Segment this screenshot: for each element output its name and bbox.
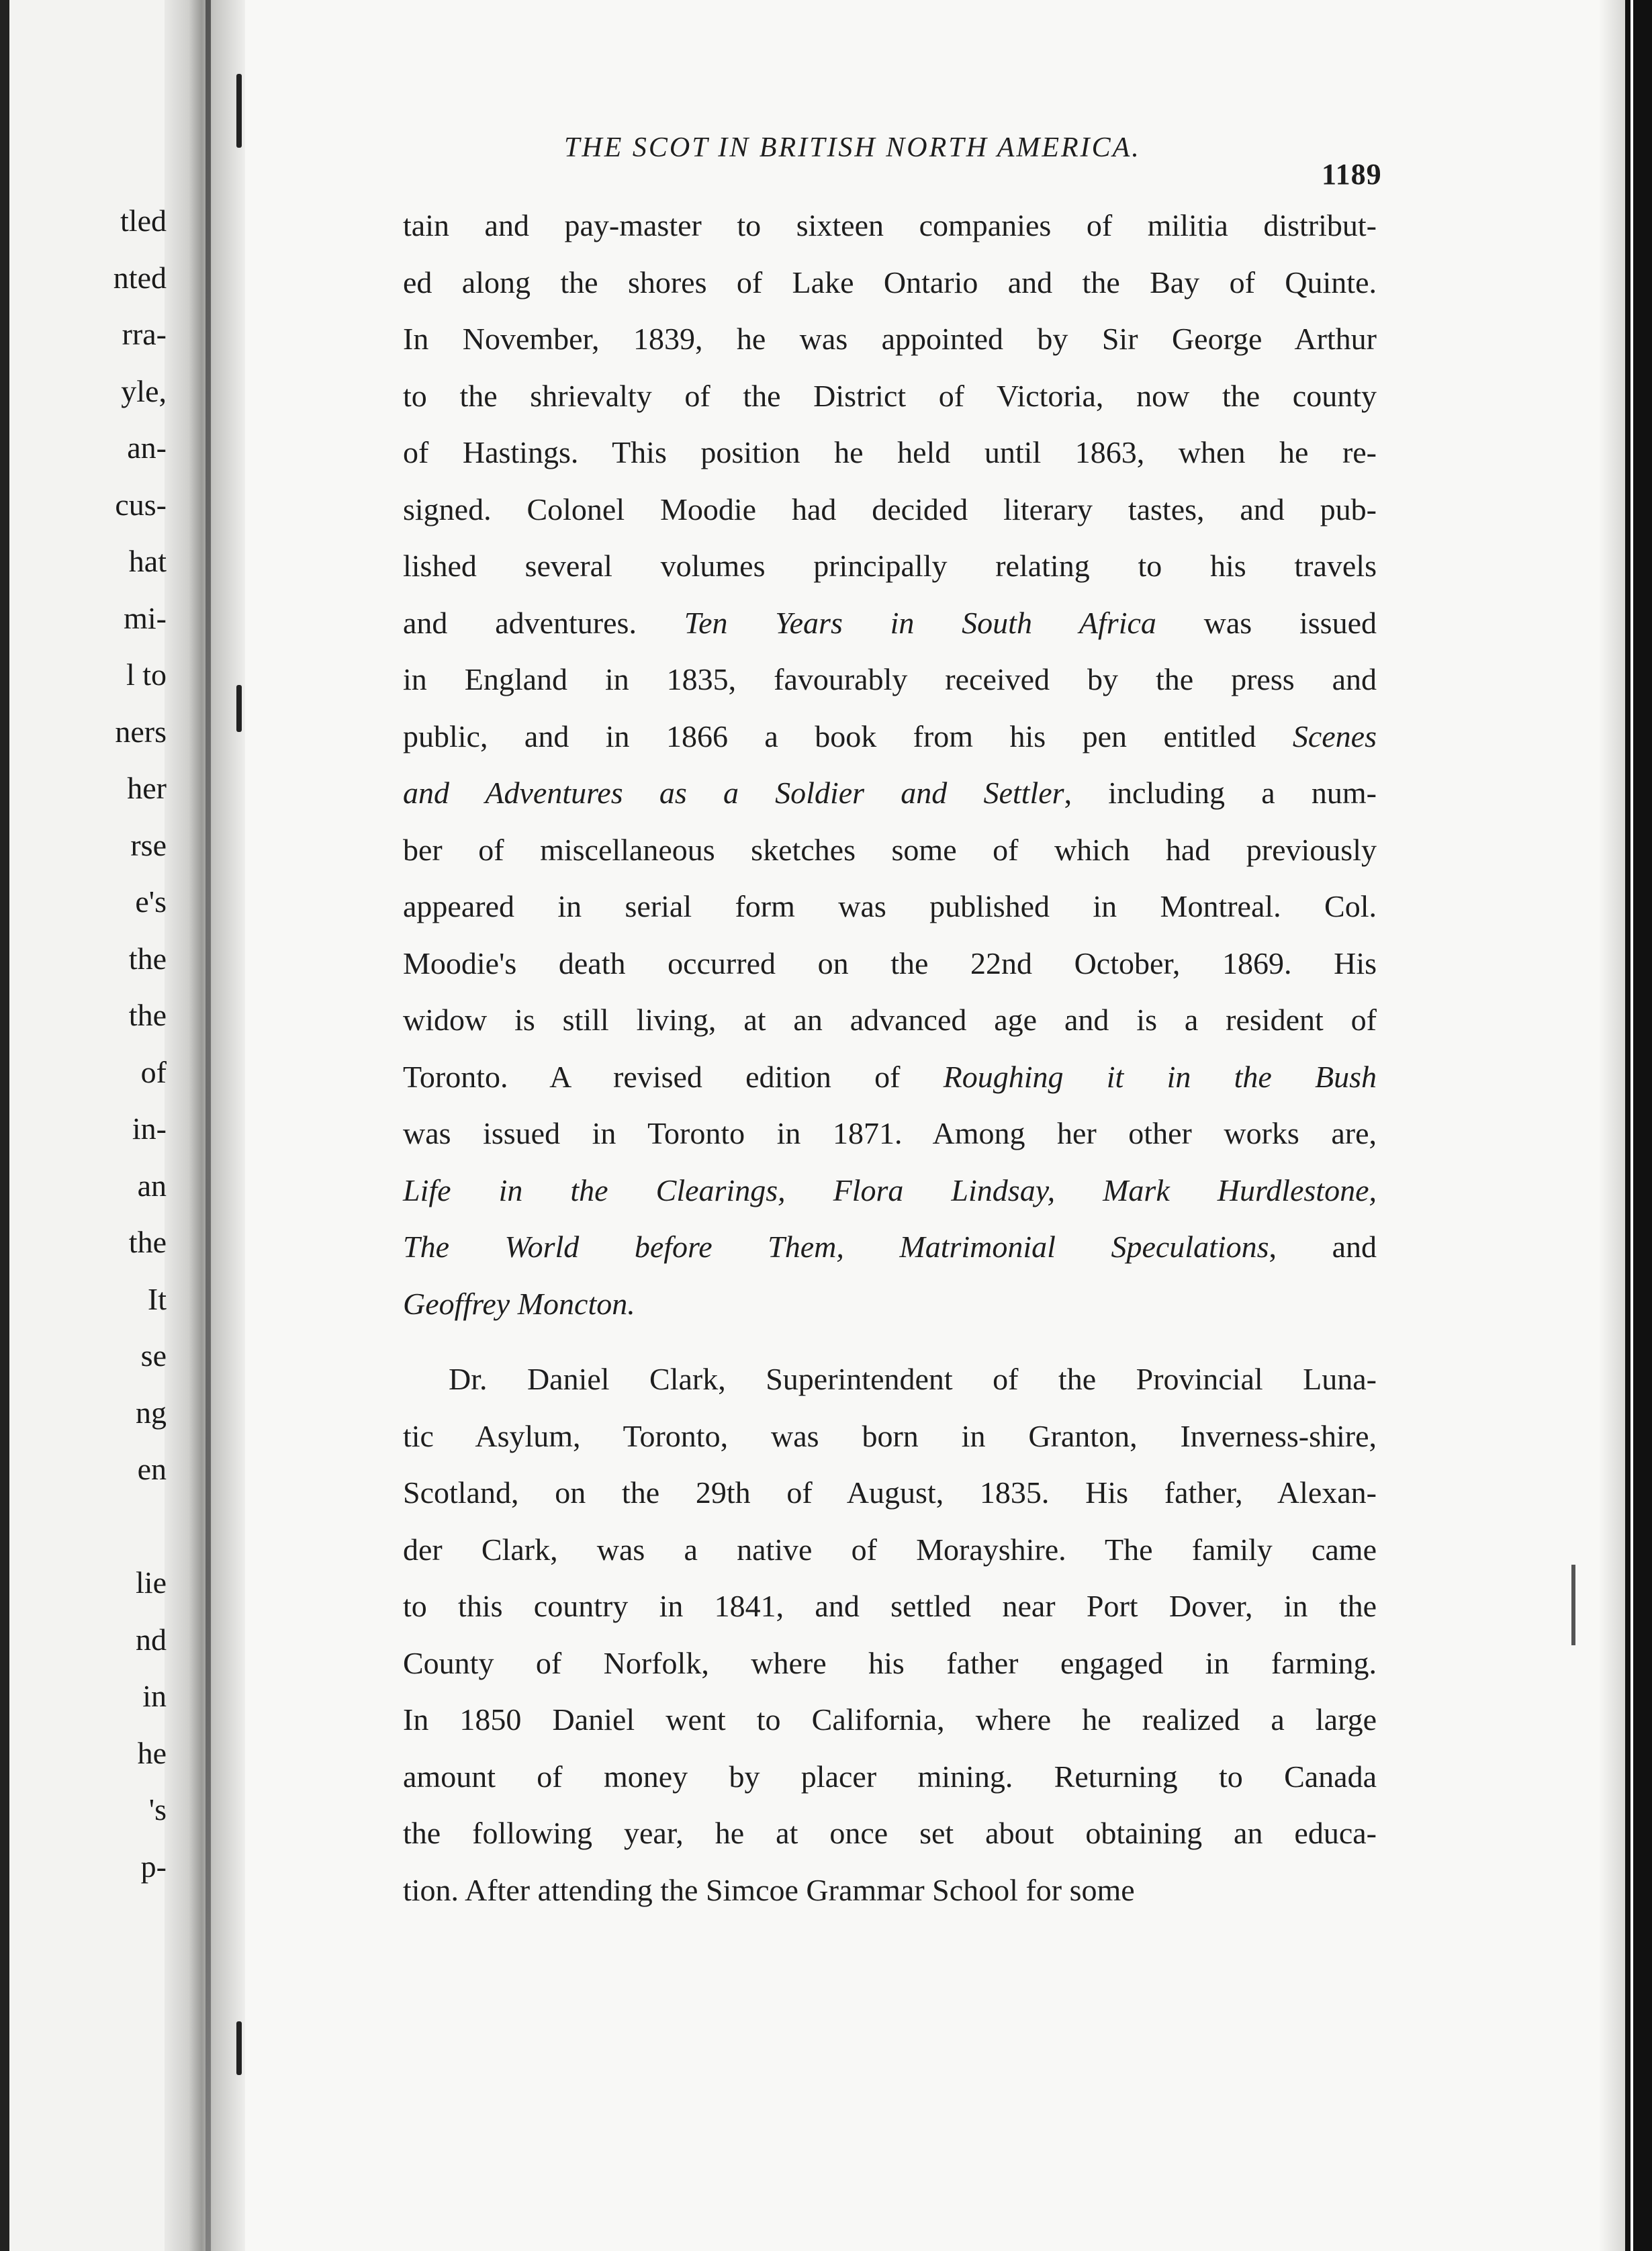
text-span: der Clark, was a native of Morayshire. The family came	[403, 1532, 1377, 1567]
text-span: ed along the shores of Lake Ontario and the Bay of Quinte.	[403, 265, 1377, 300]
text-line	[403, 651, 1377, 708]
text-span: was issued	[1156, 605, 1377, 640]
text-line	[403, 1351, 1377, 1408]
text-line	[403, 255, 1377, 312]
text-span: appeared in serial form was published in Montreal. Col.	[403, 889, 1377, 923]
text-line	[403, 1578, 1377, 1635]
text-line	[403, 424, 1377, 481]
text-span: County of Norfolk, where his father engaged in farming.	[403, 1645, 1377, 1680]
page-number: 1189	[1322, 158, 1382, 191]
left-page-fragment: hat	[128, 544, 167, 578]
left-page-fragment: in-	[132, 1111, 167, 1146]
text-line	[403, 595, 1377, 652]
left-page-fragment: lie	[136, 1565, 167, 1600]
left-page-fragment: yle,	[121, 373, 167, 408]
text-span: amount of money by placer mining. Returning to Canada	[403, 1759, 1377, 1794]
text-line	[403, 992, 1377, 1049]
text-span: Toronto. A revised edition of	[403, 1059, 944, 1094]
left-page-fragment: of	[140, 1054, 167, 1089]
text-line	[403, 1522, 1377, 1579]
left-page-fragment: ners	[115, 714, 167, 749]
left-page-fragment: It	[147, 1281, 167, 1316]
left-page-fragment: he	[137, 1735, 167, 1770]
page-edge-mark	[1571, 1565, 1575, 1645]
italic-title-span: and Adventures as a Soldier and Settler	[403, 776, 1064, 810]
text-line	[403, 1162, 1377, 1220]
text-line	[403, 878, 1377, 935]
text-line	[403, 1219, 1377, 1276]
book-gutter	[165, 0, 245, 2251]
left-page-fragment: en	[137, 1452, 167, 1486]
right-page-edge-line	[1631, 0, 1633, 2251]
text-span: Scotland, on the 29th of August, 1835. His father, Alexan-	[403, 1475, 1377, 1510]
text-line	[403, 1862, 1377, 1919]
left-page-fragment: her	[127, 771, 167, 805]
left-page-fragment: in	[142, 1679, 167, 1713]
right-page-shadow	[1598, 0, 1625, 2251]
text-line	[403, 765, 1377, 822]
left-page-fragment: nd	[136, 1622, 167, 1657]
text-line	[403, 935, 1377, 993]
paragraph-moodie	[403, 197, 1377, 1332]
text-span: tic Asylum, Toronto, was born in Granton, Inverness-shire,	[403, 1418, 1377, 1453]
left-page-fragment: rra-	[122, 317, 167, 351]
gutter-binding-mark	[236, 2021, 242, 2075]
left-page-fragment: e's	[135, 884, 167, 919]
left-page-fragment: mi-	[124, 600, 167, 635]
left-page-fragment: the	[128, 998, 167, 1032]
left-page-fragment: the	[128, 941, 167, 976]
text-span: lished several volumes principally relating to his travels	[403, 549, 1377, 583]
text-span: was issued in Toronto in 1871. Among her other works are,	[403, 1116, 1377, 1150]
text-span: ber of miscellaneous sketches some of which had previously	[403, 832, 1377, 867]
text-line	[403, 538, 1377, 595]
text-span: of Hastings. This position he held until 1863, when he re-	[403, 435, 1377, 469]
left-page-fragment: p-	[140, 1849, 167, 1884]
text-line	[403, 1805, 1377, 1862]
paragraph-spacer	[403, 1332, 1377, 1351]
text-span: to the shrievalty of the District of Victoria, now the county	[403, 378, 1377, 413]
text-line	[403, 1105, 1377, 1162]
left-page-fragment: nted	[113, 260, 167, 295]
text-line	[403, 197, 1377, 255]
italic-title-span: Geoffrey Moncton.	[403, 1286, 635, 1321]
text-line	[403, 1692, 1377, 1749]
text-span: , and	[1269, 1230, 1377, 1264]
text-span: tion. After attending the Simcoe Grammar School for some	[403, 1872, 1135, 1907]
left-page-fragment: 's	[148, 1792, 167, 1827]
body-text	[403, 197, 1377, 1919]
running-head: THE SCOT IN BRITISH NORTH AMERICA.	[564, 132, 1141, 163]
italic-title-span: Scenes	[1292, 719, 1377, 753]
text-span: Dr. Daniel Clark, Superintendent of the Provincial Luna-	[449, 1362, 1377, 1396]
text-span: in England in 1835, favourably received by the press and	[403, 662, 1377, 696]
italic-title-span: The World before Them, Matrimonial Speculations	[403, 1230, 1269, 1264]
left-page-edge	[0, 0, 9, 2251]
gutter-binding-mark	[236, 685, 242, 732]
text-line	[403, 368, 1377, 425]
left-page-fragment: cus-	[115, 487, 167, 522]
text-span: Moodie's death occurred on the 22nd October, 1869. His	[403, 946, 1377, 980]
text-line	[403, 1749, 1377, 1806]
text-span: In November, 1839, he was appointed by Sir George Arthur	[403, 322, 1377, 356]
text-line	[403, 311, 1377, 368]
left-page-fragment: tled	[120, 203, 167, 238]
text-line	[403, 1276, 1377, 1333]
left-page-fragment: the	[128, 1225, 167, 1259]
gutter-binding-mark	[236, 74, 242, 148]
text-span: tain and pay-master to sixteen companies of militia distribut-	[403, 208, 1377, 242]
text-span: and adventures.	[403, 605, 684, 640]
paragraph-clark	[403, 1351, 1377, 1919]
gutter-shadow-line	[205, 0, 211, 2251]
text-span: widow is still living, at an advanced age and is a resident of	[403, 1003, 1377, 1037]
text-span: In 1850 Daniel went to California, where he realized a large	[403, 1702, 1377, 1737]
left-page-fragment: ng	[136, 1395, 167, 1430]
text-line	[403, 1408, 1377, 1465]
left-page-fragment: rse	[130, 827, 167, 862]
text-line	[403, 1635, 1377, 1692]
right-scan-edge	[1625, 0, 1652, 2251]
text-line	[403, 481, 1377, 539]
text-span: , including a num-	[1064, 776, 1377, 810]
italic-title-span: Ten Years in South Africa	[684, 605, 1156, 640]
text-line	[403, 822, 1377, 879]
text-line	[403, 1465, 1377, 1522]
text-span: public, and in 1866 a book from his pen entitled	[403, 719, 1293, 753]
text-span: the following year, he at once set about obtaining an educa-	[403, 1816, 1377, 1850]
italic-title-span: Life in the Clearings, Flora Lindsay, Mark Hurdlestone,	[403, 1173, 1377, 1207]
text-span: to this country in 1841, and settled near Port Dover, in the	[403, 1589, 1377, 1623]
text-line	[403, 1049, 1377, 1106]
italic-title-span: Roughing it in the Bush	[943, 1059, 1377, 1094]
left-page-fragment: l to	[126, 657, 167, 692]
text-line	[403, 708, 1377, 766]
text-span: signed. Colonel Moodie had decided literary tastes, and pub-	[403, 492, 1377, 526]
left-page-fragment: an	[137, 1168, 167, 1203]
left-page-fragment: se	[140, 1338, 167, 1373]
left-page-fragment: an-	[127, 430, 167, 465]
